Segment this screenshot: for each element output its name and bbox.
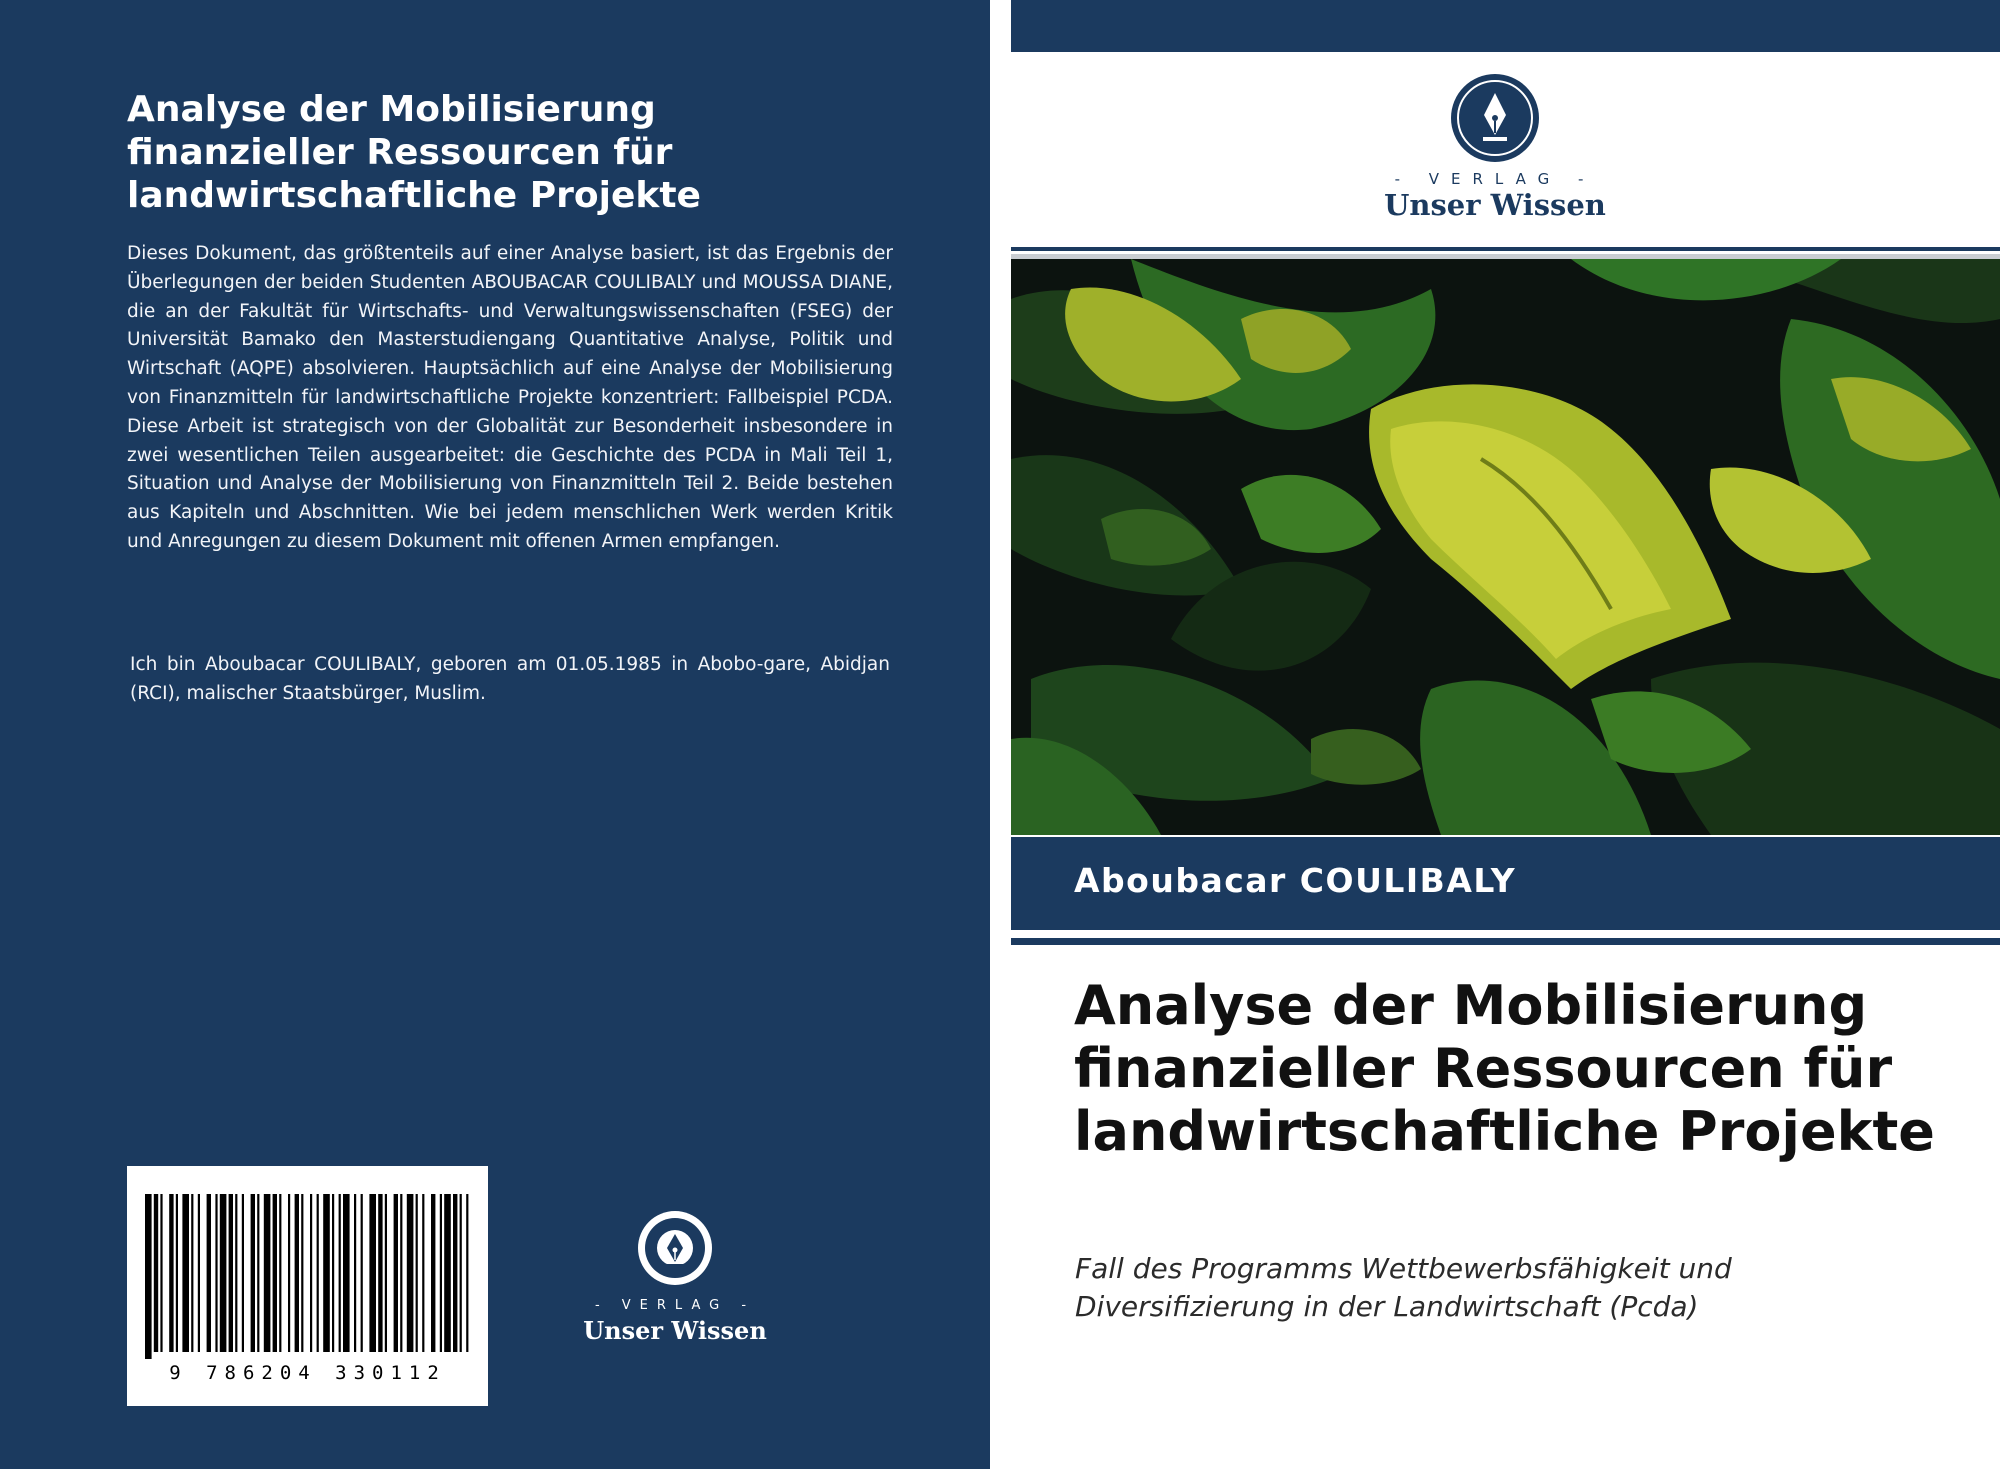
barcode-bar xyxy=(361,1194,363,1352)
back-cover-title: Analyse der Mobilisierung finanzieller Ressourcen für landwirtschaftliche Projekte xyxy=(127,89,701,216)
barcode-bar xyxy=(431,1194,435,1352)
barcode-bar xyxy=(242,1194,244,1352)
barcode-bar xyxy=(301,1194,303,1352)
barcode-bars xyxy=(145,1194,470,1359)
verlag-label: - VERLAG - xyxy=(1394,170,1596,188)
tropical-leaves-image xyxy=(1011,259,2000,835)
barcode-bar xyxy=(198,1194,200,1352)
barcode-bar xyxy=(466,1194,468,1352)
barcode-bar xyxy=(400,1194,402,1352)
photo-border-lines xyxy=(1011,247,2000,259)
barcode-bar xyxy=(416,1194,418,1352)
barcode-bar xyxy=(422,1194,424,1352)
front-top-bar xyxy=(1011,0,2000,52)
barcode-bar xyxy=(440,1194,442,1352)
barcode-bar xyxy=(453,1194,457,1352)
barcode-bar xyxy=(394,1194,398,1352)
barcode-bar xyxy=(444,1194,451,1352)
barcode-bar xyxy=(332,1194,334,1352)
front-publisher-logo xyxy=(1360,70,1630,230)
front-cover-subtitle: Fall des Programms Wettbewerbsfähigkeit und Diversifizierung in der Landwirtschaft (Pcda) xyxy=(1075,1252,1732,1323)
barcode-bar xyxy=(257,1194,259,1352)
back-publisher-logo xyxy=(565,1210,785,1350)
barcode-bar xyxy=(169,1194,173,1352)
author-bio: Ich bin Aboubacar COULIBALY, geboren am 01.05.1985 in Abobo-gare, Abidjan (RCI), malischer Staatsbürger, Muslim. xyxy=(130,654,890,704)
barcode-bar xyxy=(369,1194,376,1352)
barcode-bar xyxy=(160,1194,162,1352)
author-name: Aboubacar COULIBALY xyxy=(1074,861,1517,900)
barcode-bar xyxy=(273,1194,277,1352)
cover-photo xyxy=(1011,259,2000,835)
pen-nib-seal-icon xyxy=(1450,73,1540,163)
barcode-bar xyxy=(215,1194,217,1352)
barcode-bar xyxy=(310,1194,312,1352)
barcode-bar xyxy=(323,1194,330,1352)
barcode-bar xyxy=(182,1194,189,1352)
publisher-name: Unser Wissen xyxy=(583,1316,767,1345)
barcode-bar xyxy=(220,1194,227,1352)
barcode-bar xyxy=(207,1194,211,1352)
isbn-number: 9 786204 330112 xyxy=(169,1362,446,1384)
front-cover-title: Analyse der Mobilisierung finanzieller Ressourcen für landwirtschaftliche Projekte xyxy=(1074,974,1935,1163)
author-band xyxy=(1011,837,2000,930)
pen-nib-seal-icon xyxy=(637,1210,713,1286)
barcode-bar xyxy=(154,1194,158,1352)
isbn-barcode xyxy=(127,1166,488,1406)
barcode-bar xyxy=(229,1194,233,1352)
barcode-bar xyxy=(354,1194,356,1352)
barcode-bar xyxy=(264,1194,271,1352)
verlag-label: - VERLAG - xyxy=(594,1298,756,1313)
barcode-bar xyxy=(288,1194,290,1352)
barcode-bar xyxy=(295,1194,299,1352)
barcode-bar xyxy=(145,1194,152,1359)
barcode-bar xyxy=(235,1194,237,1352)
barcode-bar xyxy=(343,1194,350,1352)
barcode-bar xyxy=(407,1194,414,1352)
publisher-name: Unser Wissen xyxy=(1384,188,1606,222)
barcode-bar xyxy=(339,1194,341,1352)
back-cover xyxy=(0,0,990,1469)
barcode-bar xyxy=(176,1194,178,1352)
barcode-bar xyxy=(317,1194,319,1352)
barcode-bar xyxy=(251,1194,255,1352)
barcode-bar xyxy=(385,1194,387,1352)
back-cover-blurb: Dieses Dokument, das größtenteils auf einer Analyse basiert, ist das Ergebnis der Überlegungen der beiden Studenten ABOUBACAR COULIBALY und MOUSSA DIANE, die an der Fakultät für Wirtschafts- und Verwaltungswissenschaften (FSEG) der Universität Bamako den Masterstudiengang Quantitative Analyse, Politik und Wirtschaft (AQPE) absolvieren. Hauptsächlich auf eine Analyse der Mobilisierung von Finanzmitteln für landwirtschaftliche Projekte konzentriert: Fallbeispiel PCDA. Diese Arbeit ist strategisch von der Globalität zur Besonderheit insbesondere in zwei wesentlichen Teilen ausgearbeitet: die Geschichte des PCDA in Mali Teil 1, Situation und Analyse der Mobilisierung von Finanzmitteln Teil 2. Beide bestehen aus Kapiteln und Abschnitten. Wie bei jedem menschlichen Werk werden Kritik und Anregungen zu diesem Dokument mit offenen Armen empfangen. xyxy=(127,243,893,552)
barcode-bar xyxy=(378,1194,382,1352)
barcode-bar xyxy=(460,1194,462,1352)
barcode-bar xyxy=(191,1194,193,1352)
title-rule xyxy=(1011,938,2000,945)
barcode-bar xyxy=(279,1194,281,1352)
